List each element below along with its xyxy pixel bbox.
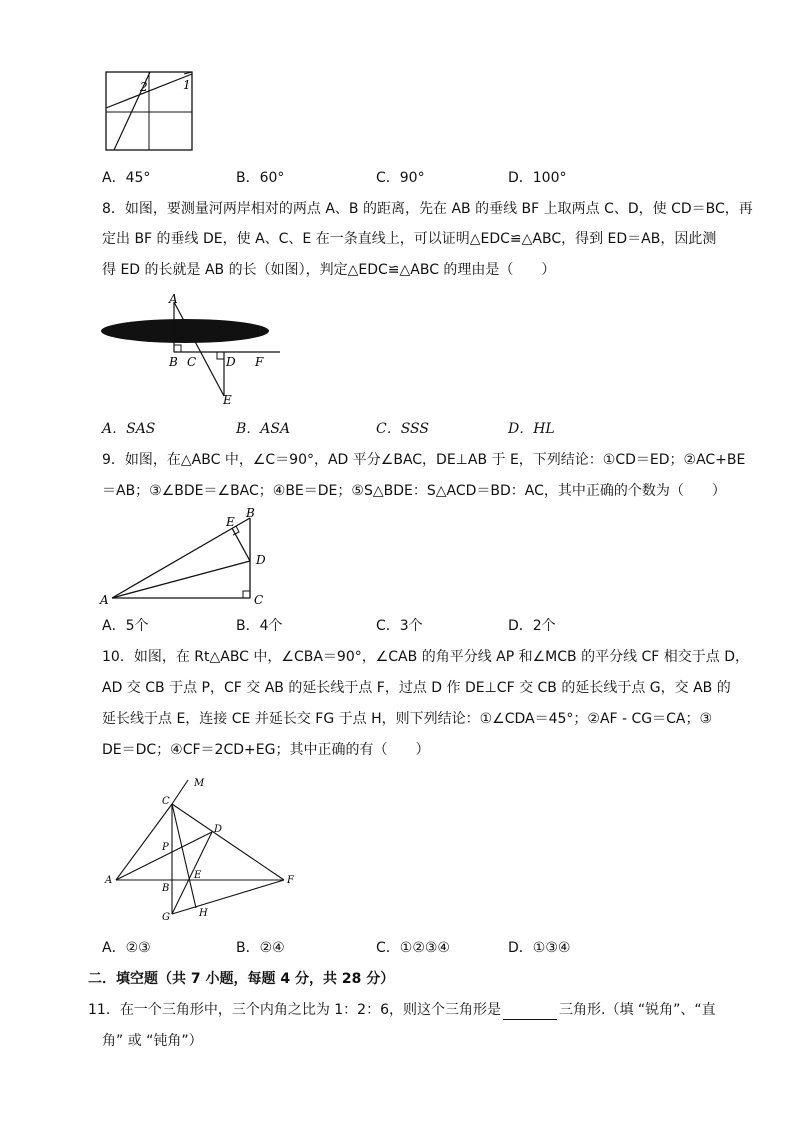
q8-text-line1: 8．如图，要测量河两岸相对的两点 A、B 的距离，先在 AB 的垂线 BF 上取两点 C、D，使 CD＝BC，再 <box>102 201 753 217</box>
q7-option-d[interactable]: D．100° <box>508 170 567 186</box>
angle-label-2: 2 <box>140 80 148 94</box>
q8-figure <box>98 290 284 408</box>
angle-label-1: 1 <box>183 78 191 92</box>
q7-option-c[interactable]: C．90° <box>376 170 425 186</box>
q11-suffix: 三角形.（填 “锐角”、“直 <box>559 1002 716 1018</box>
point-label-D: D <box>214 824 223 835</box>
q8-option-d[interactable]: D．HL <box>508 421 555 437</box>
q8-option-c[interactable]: C．SSS <box>376 421 429 437</box>
q9-figure <box>98 506 278 610</box>
q11-text-line2: 角” 或 “钝角”） <box>102 1033 203 1049</box>
q9-option-d[interactable]: D．2个 <box>508 618 556 634</box>
q9-option-a[interactable]: A．5个 <box>102 618 149 634</box>
q7-figure <box>100 68 196 154</box>
q8-option-b[interactable]: B．ASA <box>236 421 291 437</box>
point-label-A: A <box>105 875 113 886</box>
point-label-E: E <box>226 515 235 529</box>
answer-blank[interactable] <box>503 1005 557 1020</box>
point-label-C: C <box>162 796 170 807</box>
point-label-A: A <box>100 593 109 607</box>
q10-text-line3: 延长线于点 E，连接 CE 并延长交 FG 于点 H，则下列结论：①∠CDA＝45°；②AF - CG＝CA；③ <box>102 711 713 727</box>
q10-option-c[interactable]: C．①②③④ <box>376 940 450 956</box>
q9-text-line1: 9．如图，在△ABC 中，∠C＝90°，AD 平分∠BAC，DE⊥AB 于 E，下列结论：①CD＝ED；②AC+BE <box>102 452 746 468</box>
point-label-G: G <box>162 912 170 922</box>
point-label-P: P <box>162 842 169 853</box>
point-label-C: C <box>254 593 264 607</box>
point-label-F: F <box>287 875 294 886</box>
q10-text-line1: 10．如图，在 Rt△ABC 中，∠CBA＝90°，∠CAB 的角平分线 AP 和∠MCB 的平分线 CF 相交于点 D， <box>102 649 750 665</box>
point-label-D: D <box>226 355 236 369</box>
q9-option-b[interactable]: B．4个 <box>236 618 283 634</box>
q10-option-b[interactable]: B．②④ <box>236 940 285 956</box>
point-label-E: E <box>194 870 202 881</box>
q8-text-line3: 得 ED 的长就是 AB 的长（如图），判定△EDC≌△ABC 的理由是（ ） <box>102 262 556 278</box>
segment-DE <box>232 528 250 561</box>
q8-text-line2: 定出 BF 的垂线 DE，使 A、C、E 在一条直线上，可以证明△EDC≌△ABC，得到 ED＝AB，因此测 <box>102 231 717 247</box>
q10-figure <box>98 770 304 922</box>
q8-option-a[interactable]: A．SAS <box>102 421 156 437</box>
q9-option-c[interactable]: C．3个 <box>376 618 423 634</box>
point-label-B: B <box>246 506 255 520</box>
segment-GF <box>172 880 284 914</box>
right-angle-C <box>243 591 250 598</box>
q7-option-b[interactable]: B．60° <box>236 170 285 186</box>
ray-CM <box>172 780 188 804</box>
section-title: 二．填空题（共 7 小题，每题 4 分，共 28 分） <box>88 971 395 987</box>
segment-AD <box>112 561 250 598</box>
point-label-F: F <box>255 355 264 369</box>
point-label-B: B <box>169 355 178 369</box>
q11-prefix: 11．在一个三角形中，三个内角之比为 1：2：6，则这个三角形是 <box>88 1002 501 1018</box>
segment-CF <box>172 804 284 880</box>
q10-option-d[interactable]: D．①③④ <box>508 940 571 956</box>
q10-text-line2: AD 交 CB 于点 P，CF 交 AB 的延长线于点 F，过点 D 作 DE⊥CF 交 CB 的延长线于点 G，交 AB 的 <box>102 680 731 696</box>
point-label-A: A <box>169 292 178 306</box>
point-label-H: H <box>199 908 208 919</box>
q9-text-line2: ＝AB；③∠BDE＝∠BAC；④BE＝DE；⑤S△BDE：S△ACD＝BD：AC，其中正确的个数为（ ） <box>102 483 726 499</box>
point-label-M: M <box>194 778 205 789</box>
segment-DG <box>172 832 212 914</box>
segment-AB <box>112 518 250 598</box>
point-label-B: B <box>162 883 170 894</box>
segment-CH <box>172 804 196 908</box>
point-label-D: D <box>256 553 266 567</box>
point-label-C: C <box>187 355 197 369</box>
right-angle-B <box>174 345 181 352</box>
q11-text-line1 <box>88 1000 716 1020</box>
q7-option-a[interactable]: A．45° <box>102 170 151 186</box>
q10-text-line4: DE＝DC；④CF＝2CD+EG；其中正确的有（ ） <box>102 742 430 758</box>
q10-option-a[interactable]: A．②③ <box>102 940 151 956</box>
point-label-E: E <box>223 393 232 407</box>
right-angle-D <box>217 352 224 359</box>
